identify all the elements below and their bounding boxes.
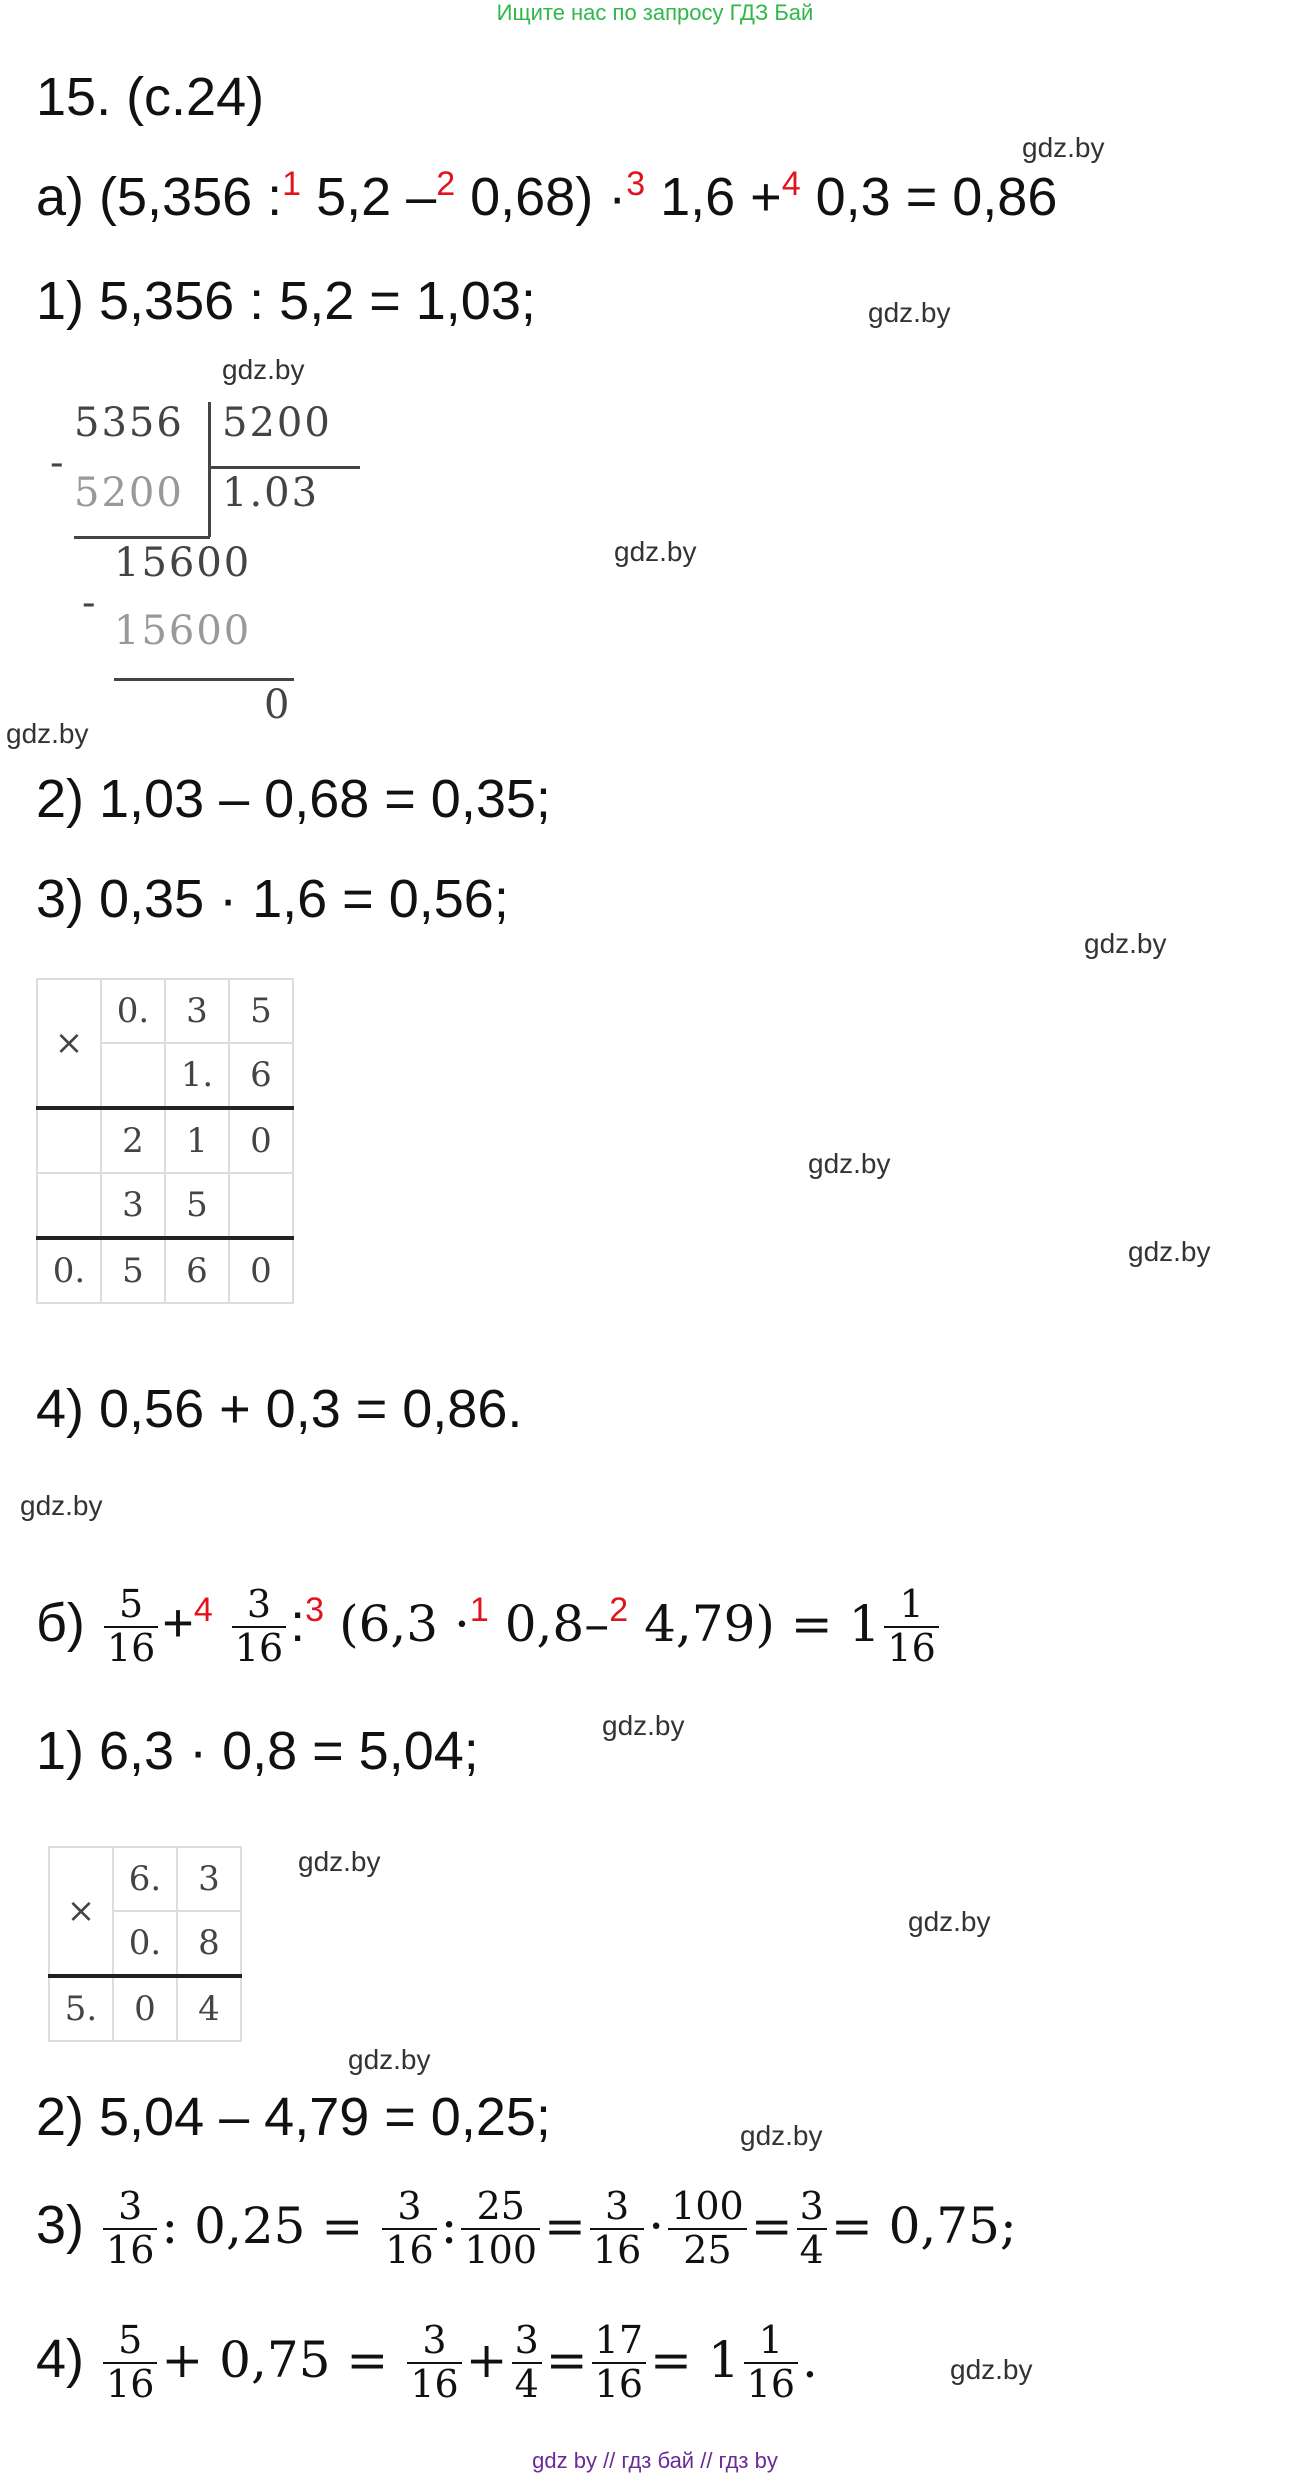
part-b-label: б) <box>36 1593 85 1654</box>
grid-cell: 2 <box>101 1108 165 1173</box>
subtrahend-2: 15600 <box>114 608 252 654</box>
grid-cell: 4 <box>177 1976 241 2041</box>
math-text: + 0,75 = <box>161 2331 389 2390</box>
column-multiplication-a <box>36 978 294 1304</box>
part-a-step-2: 2) 1,03 – 0,68 = 0,35; <box>36 769 551 829</box>
fraction <box>103 2320 157 2406</box>
grid-cell <box>101 1043 165 1108</box>
part-b-step-1: 1) 6,3 · 0,8 = 5,04; <box>36 1721 479 1781</box>
denominator: 16 <box>746 2361 795 2406</box>
numerator: 3 <box>407 2320 461 2364</box>
times-sign: × <box>49 1847 113 1976</box>
grid-cell: 6 <box>229 1043 293 1108</box>
grid-cell: 3 <box>165 979 229 1043</box>
math-text: : <box>440 2197 458 2256</box>
grid-cell: 8 <box>177 1911 241 1976</box>
numerator: 25 <box>461 2186 540 2230</box>
fraction <box>461 2186 540 2272</box>
watermark: gdz.by <box>222 354 305 385</box>
math-text: = <box>544 2197 586 2256</box>
watermark: gdz.by <box>20 1490 103 1521</box>
grid-cell: 5. <box>49 1976 113 2041</box>
numerator: 3 <box>797 2186 827 2230</box>
denominator: 16 <box>106 2227 155 2272</box>
grid-cell: 5 <box>101 1238 165 1303</box>
grid-cell: 0 <box>113 1976 177 2041</box>
grid-cell: 0. <box>101 979 165 1043</box>
numerator: 17 <box>592 2320 646 2364</box>
column-multiplication-b <box>48 1846 242 2042</box>
denominator: 16 <box>887 1625 936 1670</box>
fraction <box>512 2320 542 2406</box>
expr-mid2: 0,68) · <box>455 167 627 227</box>
part-a-step-3: 3) 0,35 · 1,6 = 0,56; <box>36 869 509 929</box>
remainder-final: 0 <box>264 682 292 728</box>
paren-part-3: 4,79) = 1 <box>628 1595 881 1654</box>
numerator: 3 <box>590 2186 644 2230</box>
part-a-label: а) <box>36 167 85 227</box>
part-a-step-1: 1) 5,356 : 5,2 = 1,03; <box>36 271 536 331</box>
numerator: 1 <box>884 1584 938 1628</box>
minus-sign-1: - <box>50 440 66 486</box>
colon: : <box>290 1593 306 1654</box>
math-text: + <box>465 2331 508 2390</box>
fraction <box>232 1584 286 1670</box>
fraction <box>407 2320 461 2406</box>
part-b-expression <box>36 1584 943 1670</box>
grid-cell: 3 <box>177 1847 241 1911</box>
step-label: 4) <box>36 2329 85 2390</box>
grid-cell: 5 <box>229 979 293 1043</box>
math-text: · <box>648 2197 665 2256</box>
watermark: gdz.by <box>868 297 951 328</box>
exercise-title: 15. (с.24) <box>36 67 265 127</box>
expr-mid1: 5,2 – <box>301 167 437 227</box>
long-division <box>50 400 380 760</box>
watermark: gdz.by <box>808 1148 891 1179</box>
denominator: 100 <box>464 2227 538 2272</box>
order-2: 2 <box>436 165 456 203</box>
denominator: 25 <box>683 2227 732 2272</box>
fraction <box>797 2186 827 2272</box>
expr-open: (5,356 : <box>99 167 283 227</box>
part-a-step-4: 4) 0,56 + 0,3 = 0,86. <box>36 1379 523 1439</box>
fraction <box>744 2320 798 2406</box>
numerator: 3 <box>103 2186 157 2230</box>
math-text: = <box>750 2197 793 2256</box>
denominator: 4 <box>514 2361 539 2406</box>
math-text: = 1 <box>650 2331 740 2390</box>
order-3: 3 <box>626 165 646 203</box>
denominator: 4 <box>799 2227 824 2272</box>
grid-cell <box>37 1173 101 1238</box>
part-b-step-4 <box>36 2320 818 2406</box>
order-4: 4 <box>193 1591 213 1630</box>
order-3: 3 <box>305 1591 325 1630</box>
grid-cell: 0. <box>37 1238 101 1303</box>
times-sign: × <box>37 979 101 1108</box>
grid-cell: 6 <box>165 1238 229 1303</box>
paren-part-2: 0,8– <box>488 1595 610 1654</box>
denominator: 16 <box>106 2361 155 2406</box>
order-1: 1 <box>282 165 302 203</box>
fraction <box>668 2186 747 2272</box>
header-banner: Ищите нас по запросу ГДЗ Бай <box>496 0 814 25</box>
subtrahend-1: 5200 <box>74 470 184 516</box>
watermark: gdz.by <box>614 536 697 567</box>
fraction <box>884 1584 938 1670</box>
math-text: = <box>545 2331 588 2390</box>
numerator: 3 <box>512 2320 542 2364</box>
order-4: 4 <box>781 165 801 203</box>
denominator: 16 <box>592 2227 642 2272</box>
watermark: gdz.by <box>908 1906 991 1937</box>
expr-end: 0,3 = 0,86 <box>800 167 1058 227</box>
denominator: 16 <box>385 2227 434 2272</box>
paren-part-1: (6,3 · <box>339 1595 470 1654</box>
dividend: 5356 <box>74 400 184 446</box>
watermark: gdz.by <box>6 718 89 749</box>
math-text: = 0,75; <box>830 2197 1017 2256</box>
divisor: 5200 <box>222 400 332 446</box>
fraction <box>590 2186 644 2272</box>
expr-mid3: 1,6 + <box>645 167 782 227</box>
grid-cell: 3 <box>101 1173 165 1238</box>
fraction <box>592 2320 646 2406</box>
watermark: gdz.by <box>740 2120 823 2151</box>
watermark: gdz.by <box>1022 132 1105 163</box>
part-a-expression <box>36 165 1057 228</box>
watermark: gdz.by <box>602 1710 685 1741</box>
quotient-line <box>210 466 360 469</box>
watermark: gdz.by <box>348 2044 431 2075</box>
numerator: 3 <box>232 1584 286 1628</box>
numerator: 100 <box>668 2186 747 2230</box>
numerator: 3 <box>382 2186 436 2230</box>
order-1: 1 <box>469 1591 489 1630</box>
part-b-step-3 <box>36 2186 1017 2272</box>
grid-cell <box>229 1173 293 1238</box>
quotient: 1.03 <box>222 470 320 516</box>
fraction <box>382 2186 436 2272</box>
order-2: 2 <box>609 1591 629 1630</box>
grid-cell: 0 <box>229 1108 293 1173</box>
math-text: : 0,25 = <box>161 2197 364 2256</box>
division-bar <box>208 402 211 537</box>
grid-cell: 1. <box>165 1043 229 1108</box>
watermark: gdz.by <box>298 1846 381 1877</box>
watermark: gdz.by <box>1128 1236 1211 1267</box>
division-line-2 <box>114 678 294 681</box>
denominator: 16 <box>594 2361 644 2406</box>
math-text: . <box>802 2331 818 2390</box>
numerator: 1 <box>744 2320 798 2364</box>
numerator: 5 <box>104 1584 158 1628</box>
grid-cell: 6. <box>113 1847 177 1911</box>
grid-cell: 0 <box>229 1238 293 1303</box>
plus-sign: + <box>162 1593 194 1654</box>
numerator: 5 <box>103 2320 157 2364</box>
grid-cell: 5 <box>165 1173 229 1238</box>
minus-sign-2: - <box>82 580 98 626</box>
footer-links: gdz by // гдз бай // гдз by <box>532 2448 778 2473</box>
denominator: 16 <box>106 1625 156 1670</box>
grid-cell: 0. <box>113 1911 177 1976</box>
remainder-1: 15600 <box>114 540 252 586</box>
part-b-step-2: 2) 5,04 – 4,79 = 0,25; <box>36 2087 551 2147</box>
watermark: gdz.by <box>950 2354 1033 2385</box>
grid-cell <box>37 1108 101 1173</box>
fraction <box>103 2186 157 2272</box>
division-line-1 <box>74 536 210 539</box>
denominator: 16 <box>234 1625 284 1670</box>
denominator: 16 <box>410 2361 459 2406</box>
grid-cell: 1 <box>165 1108 229 1173</box>
watermark: gdz.by <box>1084 928 1167 959</box>
fraction <box>104 1584 158 1670</box>
step-label: 3) <box>36 2195 85 2256</box>
